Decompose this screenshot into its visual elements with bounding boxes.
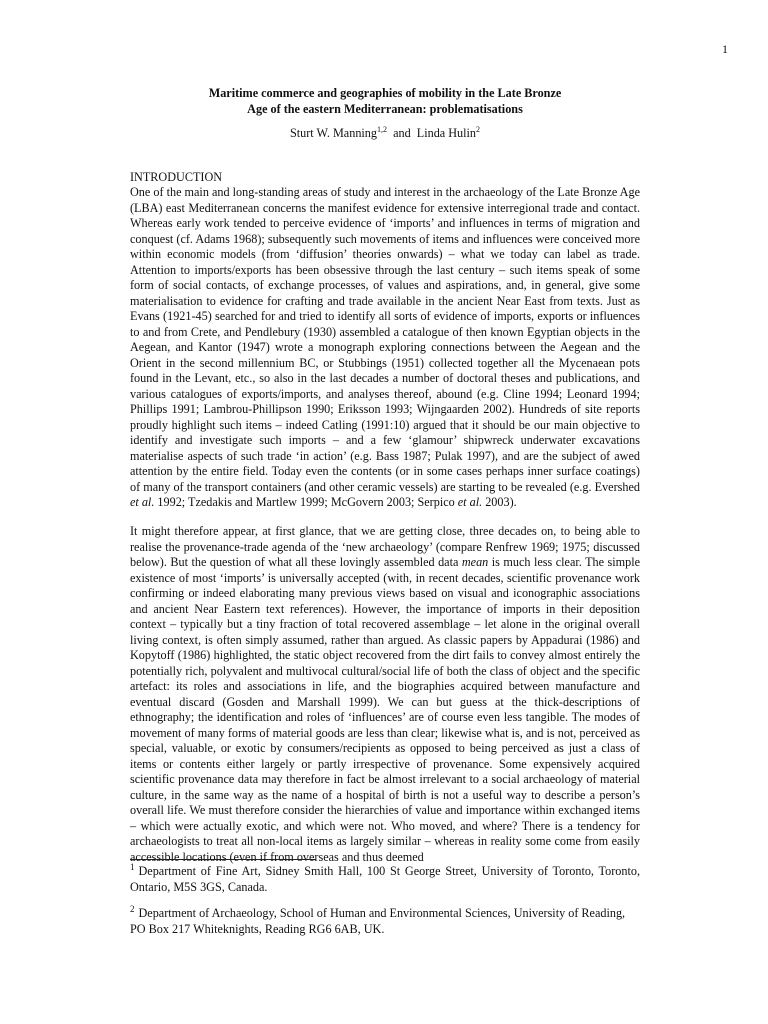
- author-2: Linda Hulin: [416, 126, 477, 140]
- body-paragraph-1: [130, 185, 640, 511]
- title-line-1: Maritime commerce and geographies of mobility in the Late Bronze: [208, 86, 562, 100]
- paragraph-2-text-b: is much less clear. The simple existence of most ‘imports’ is universally accepted (with, in recent decades, scientific provenance work confirming or indeed elaborating many previous views based on visual and iconographic associations and ancient Near Eastern text references). However, the importance of imports in their deposition context – typically but a tiny fraction of total recovered assemblage – let alone in the original overall living context, is often simply assumed, rather than argued. As classic papers by Appadurai (1986) and Kopytoff (1986) highlighted, the static object recovered from the dirt fails to convey almost entirely the potentially rich, polyvalent and multivocal cultural/social life of both the class of object and the specific artefact: its roles and associations in life, and the biographies acquired between manufacture and eventual discard (Gosden and Marshall 1999). We can but guess at the thick-descriptions of ethnography; the identification and roles of ‘influences’ are of course even less tangible. The modes of movement of many forms of material goods are less than clear; likewise what is, and is not, perceived as special, valuable, or exotic by consumers/recipients as opposed to being perceived as just a class of items or contents either largely or partly irrespective of provenance. Some expensively acquired scientific provenance data may therefore in fact be almost irrelevant to a social archaeology of material culture, in the same way as the name of a hospital of birth is not a useful way to describe a person’s overall life. We must therefore consider the hierarchies of value and importance within exchanged items – which were actually exotic, and which were not. Who moved, and where? There is a tendency for archaeologists to treat all non-local items as largely similar – whereas in reality some come from easily accessible locations (even if from overseas and thus deemed: [130, 555, 641, 864]
- title-line-2: Age of the eastern Mediterranean: problematisations: [247, 101, 523, 116]
- paragraph-1-text-a: One of the main and long-standing areas of study and interest in the archaeology of the Late Bronze Age (LBA) east Mediterranean concerns the manifest evidence for extensive interregional trade and contact. Whereas early work tended to perceive evidence of ‘imports’ and influences in terms of migration and conquest (cf. Adams 1968); subsequently such movements of items and influences were conceived more within economic models (from ‘diffusion’ theories onwards) – what we today can label as trade. Attention to imports/exports has been obsessive through the last century – such items speak of some form of social contacts, of exchange processes, of values and aspirations, and, in general, give some materialisation to evidence for crafting and trade available in the ancient Near East from texts. Just as Evans (1921-45) searched for and tried to identify all sorts of evidence of imports, exports or influences to and from Crete, and Pendlebury (1930) assembled a catalogue of then known Egyptian objects in the Aegean, and Kantor (1947) wrote a monograph exploring connections between the Aegean and the Orient in the second millennium BC, or Stubbings (1951) collected together all the Mycenaean pots found in the Levant, etc., so also in the last decades a number of doctoral theses and publications, and various catalogues of exports/imports, and analyses thereof, abound (e.g. Cline 1994; Leonard 1994; Phillips 1991; Lambrou-Phillipson 1990; Eriksson 1993; Wijngaarden 2002). Hundreds of site reports proudly highlight such items – indeed Catling (1991:10) argued that it should be our main objective to identify and investigate such imports – and a few ‘glamour’ shipwreck underwater excavations materialise aspects of such trade ‘in action’ (e.g. Bass 1987; Pulak 1997), and are the subject of awed attention by the entire field. Today even the contents (or in some cases perhaps inner surface coatings) of many of the transport containers (and other ceramic vessels) are starting to be revealed (e.g. Evershed: [130, 185, 640, 494]
- paragraph-1-text-c: 2003).: [485, 495, 517, 509]
- paragraph-2-emphasis-mean: mean: [461, 555, 489, 569]
- author-1-affiliation-mark: 1,2: [376, 125, 387, 134]
- author-line: [130, 126, 640, 141]
- paper-title: [130, 86, 640, 117]
- author-2-affiliation-mark: 2: [476, 125, 481, 134]
- paragraph-1-etal-2: et al.: [457, 495, 483, 509]
- footnote-2-mark: 2: [130, 904, 135, 914]
- footnote-separator-rule: [130, 859, 316, 860]
- footnote-2-text: Department of Archaeology, School of Human and Environmental Sciences, University of Reading, PO Box 217 Whiteknights, Reading RG6 6AB, UK.: [130, 906, 626, 936]
- body-paragraph-2: [130, 524, 640, 865]
- author-separator: and: [393, 126, 411, 140]
- paragraph-1-etal-1: et al.: [130, 495, 155, 509]
- paragraph-2-text-a: It might therefore appear, at first glance, that we are getting close, three decades on, to being able to realise the provenance-trade agenda of the ‘new archaeology’ (compare Renfrew 1969; 1975; discussed below). But the question of what all these lovingly assembled data: [130, 524, 640, 569]
- paragraph-1-text-b: 1992; Tzedakis and Martlew 1999; McGovern 2003; Serpico: [157, 495, 455, 509]
- section-heading-introduction: INTRODUCTION: [130, 170, 223, 184]
- page-number: 1: [722, 42, 728, 56]
- author-1: Sturt W. Manning: [289, 126, 377, 140]
- footnote-1-mark: 1: [130, 862, 135, 872]
- footnote-1: [130, 864, 640, 895]
- footnote-1-text: Department of Fine Art, Sidney Smith Hall, 100 St George Street, University of Toronto, Toronto, Ontario, M5S 3GS, Canada.: [130, 864, 640, 894]
- footnote-2: [130, 906, 640, 937]
